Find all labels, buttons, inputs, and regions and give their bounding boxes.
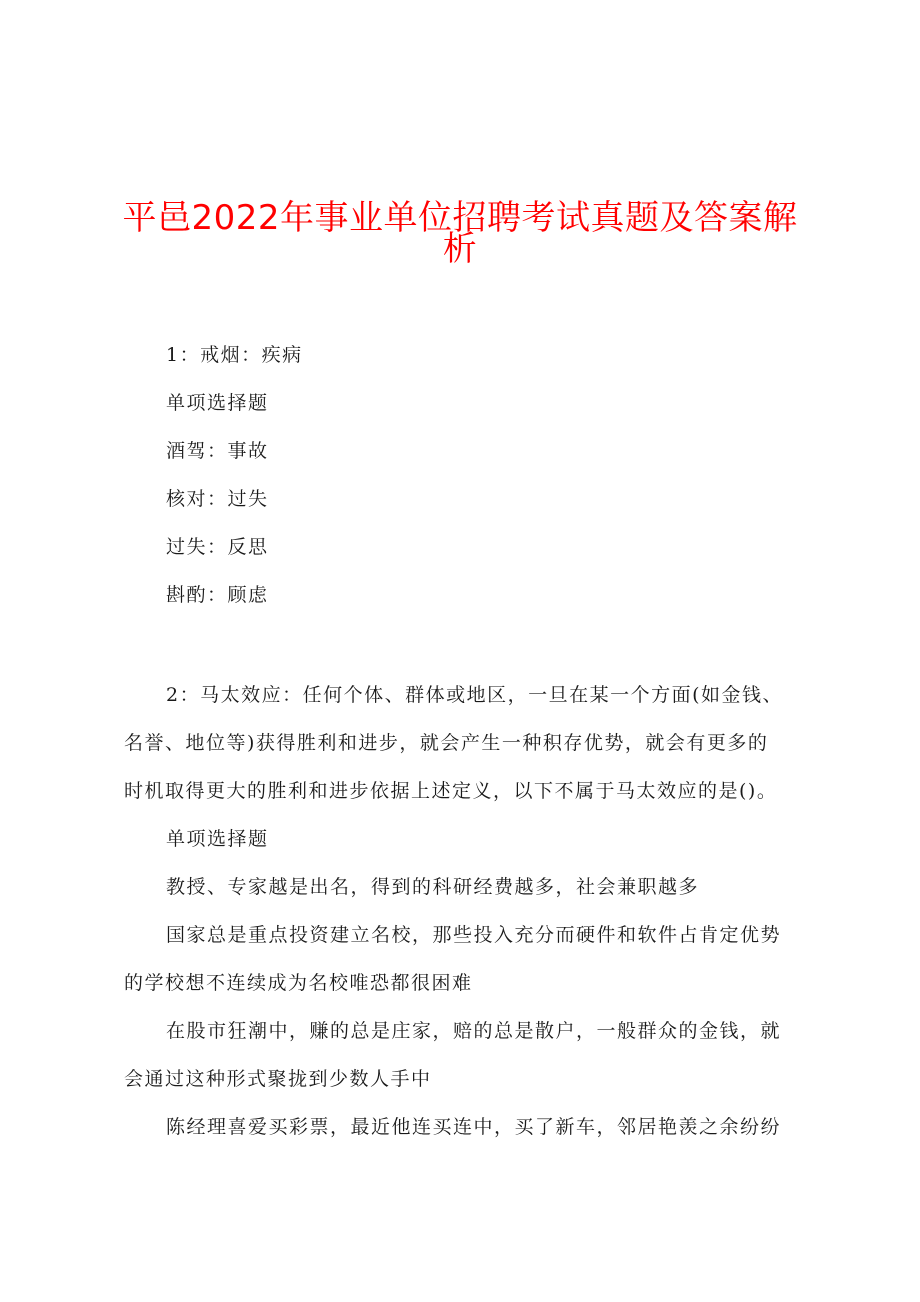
question-2-option-a: 教授、专家越是出名，得到的科研经费越多，社会兼职越多 [166,876,700,898]
question-1-type: 单项选择题 [166,392,269,414]
question-1-option-c: 过失：反思 [166,536,269,558]
question-2-option-d-line-1: 陈经理喜爱买彩票，最近他连买连中，买了新车，邻居艳羡之余纷纷 [166,1116,782,1138]
question-1-option-d: 斟酌：顾虑 [166,584,269,606]
question-2-option-b-line-2: 的学校想不连续成为名校唯恐都很困难 [124,972,473,994]
question-2-stem-line-3: 时机取得更大的胜利和进步依据上述定义，以下不属于马太效应的是()。 [124,780,778,802]
question-2-option-c-line-2: 会通过这种形式聚拢到少数人手中 [124,1068,432,1090]
question-2-type: 单项选择题 [166,828,269,850]
question-1-option-b: 核对：过失 [166,488,269,510]
question-2-stem-line-1: 2：马太效应：任何个体、群体或地区，一旦在某一个方面(如金钱、 [166,684,784,706]
document-title-line-1: 平邑2022年事业单位招聘考试真题及答案解 [122,198,798,238]
question-1-stem: 1：戒烟：疾病 [166,344,303,366]
question-2-stem-line-2: 名誉、地位等)获得胜利和进步，就会产生一种积存优势，就会有更多的 [124,732,769,754]
document-title-line-2: 析 [442,229,478,269]
question-1-option-a: 酒驾：事故 [166,440,269,462]
question-2-option-c-line-1: 在股市狂潮中，赚的总是庄家，赔的总是散户，一般群众的金钱，就 [166,1020,782,1042]
question-2-option-b-line-1: 国家总是重点投资建立名校，那些投入充分而硬件和软件占肯定优势 [166,924,782,946]
